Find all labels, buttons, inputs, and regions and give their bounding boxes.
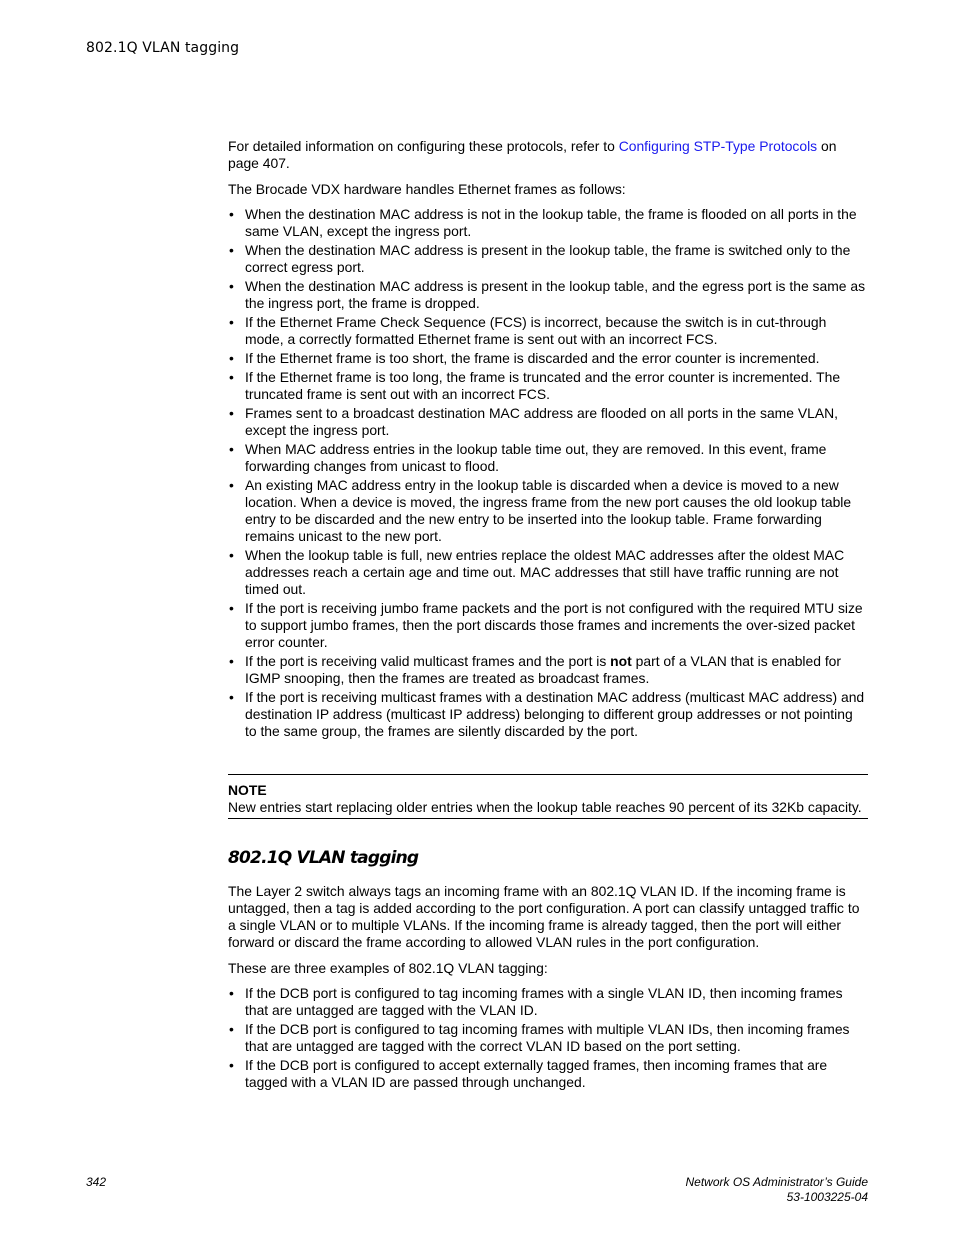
list-item: • If the DCB port is configured to accept externally tagged frames, then incoming frames that are tagged with a VLAN ID are passed through unchanged. xyxy=(228,1057,868,1091)
running-header: 802.1Q VLAN tagging xyxy=(86,40,240,56)
multicast-text-before: If the port is receiving valid multicast frames and the port is xyxy=(245,653,611,669)
list-item: • When the destination MAC address is present in the lookup table, the frame is switched only to the correct egress port. xyxy=(228,242,868,276)
intro-text-before: For detailed information on configuring these protocols, refer to xyxy=(228,138,619,154)
page-number: 342 xyxy=(86,1175,107,1189)
list-item: • If the Ethernet Frame Check Sequence (FCS) is incorrect, because the switch is in cut-through mode, a correctly formatted Ethernet frame is sent out with an incorrect FCS. xyxy=(228,314,868,348)
section-paragraph: The Layer 2 switch always tags an incoming frame with an 802.1Q VLAN ID. If the incoming frame is untagged, then a tag is added according to the port configuration. A port can classify untagged traffic to a single VLAN or to multiple VLANs. If the incoming frame is already tagged, then the port will either forward or discard the frame according to allowed VLAN rules in the port configuration. xyxy=(228,883,860,950)
footer-doc-title: Network OS Administrator’s Guide xyxy=(685,1175,868,1189)
note-text: New entries start replacing older entries when the lookup table reaches 90 percent of its 32Kb capacity. xyxy=(228,799,862,815)
list-item: • If the port is receiving jumbo frame packets and the port is not configured with the required MTU size to support jumbo frames, then the port discards those frames and increments the over-sized packet error counter. xyxy=(228,600,868,651)
list-item-multicast xyxy=(228,653,868,687)
list-item: • If the DCB port is configured to tag incoming frames with a single VLAN ID, then incoming frames that are untagged are tagged with the VLAN ID. xyxy=(228,985,868,1019)
note-box xyxy=(228,774,868,819)
intro-paragraph xyxy=(228,138,868,172)
ethernet-frame-list xyxy=(228,206,868,740)
hardware-intro: The Brocade VDX hardware handles Ethernet frames as follows: xyxy=(228,181,626,197)
list-item: • When the lookup table is full, new entries replace the oldest MAC addresses after the oldest MAC addresses reach a certain age and time out. MAC addresses that still have traffic running are not timed out. xyxy=(228,547,868,598)
multicast-text-after: part of a VLAN that is enabled for IGMP snooping, then the frames are treated as broadcast frames. xyxy=(245,653,842,686)
list-item: • When the destination MAC address is not in the lookup table, the frame is flooded on all ports in the same VLAN, except the ingress port. xyxy=(228,206,868,240)
note-heading: NOTE xyxy=(228,782,267,798)
section-examples-intro: These are three examples of 802.1Q VLAN tagging: xyxy=(228,960,548,976)
stp-protocols-link[interactable]: Configuring STP-Type Protocols xyxy=(618,138,818,154)
list-item: • An existing MAC address entry in the lookup table is discarded when a device is moved to a new location. When a device is moved, the ingress frame from the new port causes the old lookup table entry to be discarded and the new entry to be inserted into the lookup table. Frame forwarding remains unicast to the new port. xyxy=(228,477,868,545)
list-item: • If the port is receiving multicast frames with a destination MAC address (multicast MAC address) and destination IP address (multicast IP address) belonging to different group addresses or not pointing to the same group, the frames are silently discarded by the port. xyxy=(228,689,868,740)
list-item: • When the destination MAC address is present in the lookup table, and the egress port is the same as the ingress port, the frame is dropped. xyxy=(228,278,868,312)
list-item: • When MAC address entries in the lookup table time out, they are removed. In this event, frame forwarding changes from unicast to flood. xyxy=(228,441,868,475)
main-content xyxy=(228,138,868,1093)
multicast-bold-not: not xyxy=(610,653,632,669)
intro-text-after: on page 407. xyxy=(228,138,837,171)
list-item: • If the Ethernet frame is too short, the frame is discarded and the error counter is incremented. xyxy=(228,350,868,367)
footer-doc-number: 53-1003225-04 xyxy=(786,1190,868,1204)
vlan-tagging-list xyxy=(228,985,868,1091)
section-title: 802.1Q VLAN tagging xyxy=(228,848,419,868)
footer-doc-info xyxy=(685,1175,868,1205)
list-item: • Frames sent to a broadcast destination MAC address are flooded on all ports in the same VLAN, except the ingress port. xyxy=(228,405,868,439)
list-item: • If the Ethernet frame is too long, the frame is truncated and the error counter is incremented. The truncated frame is sent out with an incorrect FCS. xyxy=(228,369,868,403)
list-item: • If the DCB port is configured to tag incoming frames with multiple VLAN IDs, then incoming frames that are untagged are tagged with the correct VLAN ID based on the port setting. xyxy=(228,1021,868,1055)
